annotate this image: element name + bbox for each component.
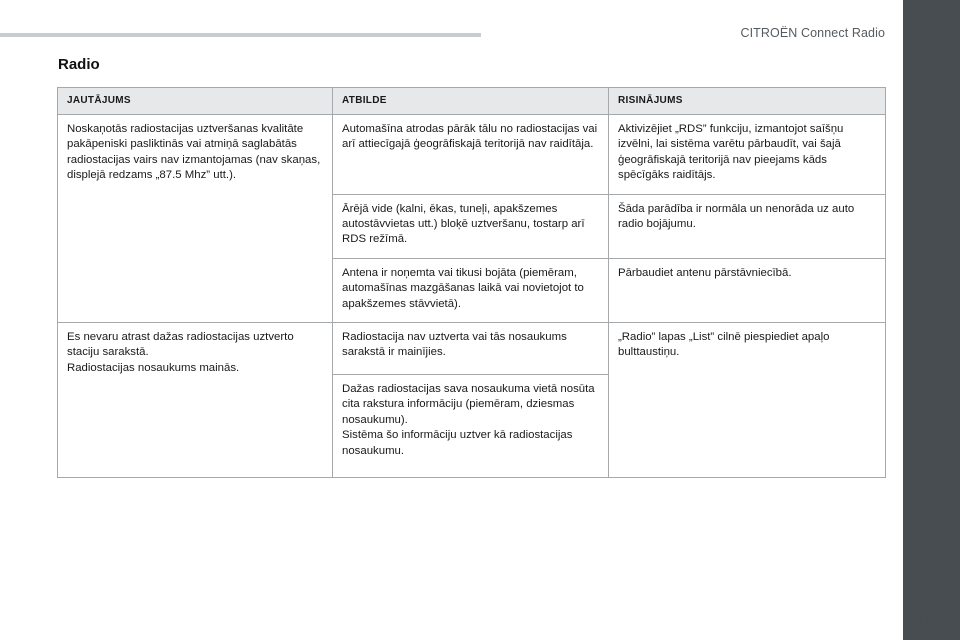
solution-cell	[609, 115, 886, 195]
question-cell	[58, 115, 333, 323]
column-header-question: JAUTĀJUMS	[58, 88, 333, 115]
answer-text: Dažas radiostacijas sava nosaukuma vietā nosūta cita rakstura informāciju (piemēram, dziesmas nosaukumu). Sistēma šo informāciju uztver kā radiostacijas nosaukumu.	[342, 383, 595, 457]
answer-cell	[333, 115, 609, 195]
question-text: Es nevaru atrast dažas radiostacijas uztverto staciju sarakstā. Radiostacijas nosaukums mainās.	[67, 331, 294, 374]
solution-cell	[609, 323, 886, 478]
column-header-answer: ATBILDE	[333, 88, 609, 115]
page-marker-dot	[926, 596, 930, 600]
troubleshooting-table	[57, 87, 886, 478]
question-text: Noskaņotās radiostacijas uztveršanas kvalitāte pakāpeniski pasliktinās vai atmiņā saglabātās radiostacijas vairs nav izmantojamas (nav skaņas, displejā redzams „87.5 Mhz” utt.).	[67, 123, 321, 182]
table-row	[58, 323, 886, 375]
table-header-row	[58, 88, 886, 115]
section-title: Radio	[58, 56, 100, 73]
answer-cell	[333, 375, 609, 478]
solution-text: Pārbaudiet antenu pārstāvniecībā.	[618, 266, 792, 279]
table-row	[58, 115, 886, 195]
solution-cell	[609, 258, 886, 322]
column-header-solution: RISINĀJUMS	[609, 88, 886, 115]
solution-cell	[609, 194, 886, 258]
answer-cell	[333, 323, 609, 375]
side-tab-strip	[903, 0, 960, 640]
answer-text: Radiostacija nav uztverta vai tās nosaukums sarakstā ir mainījies.	[342, 331, 567, 359]
answer-text: Automašīna atrodas pārāk tālu no radiostacijas vai arī attiecīgajā ģeogrāfiskajā teritorijā nav raidītāja.	[342, 123, 598, 151]
answer-text: Ārējā vide (kalni, ēkas, tuneļi, apakšzemes autostāvvietas utt.) bloķē uztveršanu, tostarp arī RDS režīmā.	[342, 202, 585, 246]
answer-cell	[333, 194, 609, 258]
solution-text: Aktivizējiet „RDS” funkciju, izmantojot saīšņu izvēlni, lai sistēma varētu pārbaudīt, vai šajā ģeogrāfiskajā teritorijā nav pieejams kāds spēcīgāks raidītājs.	[618, 123, 844, 182]
question-cell	[58, 323, 333, 478]
solution-text: „Radio” lapas „List” cilnē piespiediet apaļo bulttaustiņu.	[618, 331, 830, 359]
answer-cell	[333, 258, 609, 322]
page-number: 17	[916, 612, 930, 626]
header-rule	[0, 33, 481, 37]
answer-text: Antena ir noņemta vai tikusi bojāta (piemēram, automašīnas mazgāšanas laikā vai novietojot to apakšzemes stāvvietā).	[342, 266, 584, 310]
solution-text: Šāda parādība ir normāla un nenorāda uz auto radio bojājumu.	[618, 202, 855, 231]
running-header: CITROËN Connect Radio	[740, 26, 885, 40]
